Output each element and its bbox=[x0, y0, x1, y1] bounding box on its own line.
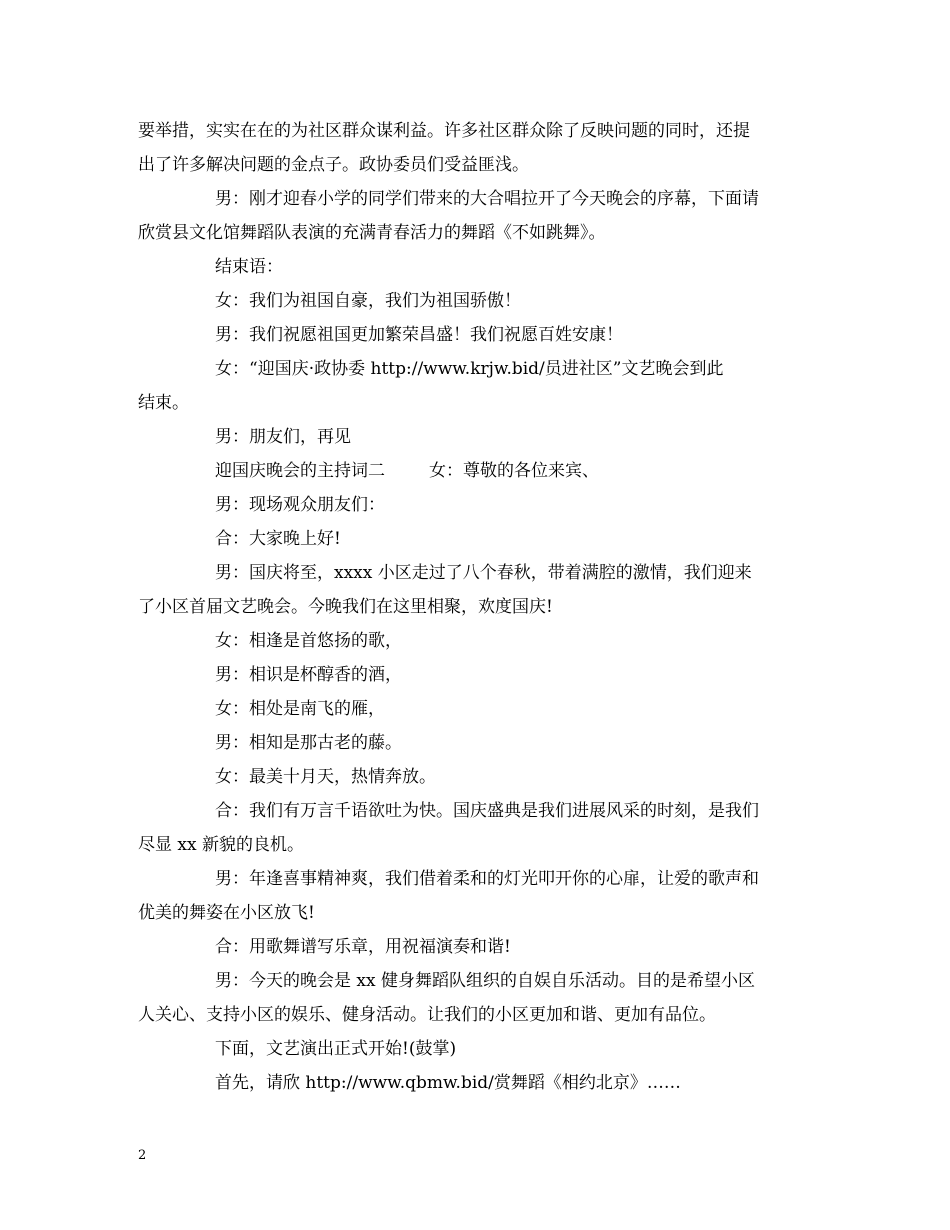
paragraph-first-line: 男：刚才迎春小学的同学们带来的大合唱拉开了今天晚会的序幕，下面请 bbox=[215, 189, 759, 209]
paragraph-line: 了小区首届文艺晚会。今晚我们在这里相聚，欢度国庆! bbox=[138, 597, 553, 617]
paragraph-first-line: 合：我们有万言千语欲吐为快。国庆盛典是我们进展风采的时刻，是我们 bbox=[215, 801, 759, 821]
paragraph-line: 尽显 xx 新貌的良机。 bbox=[138, 835, 304, 855]
paragraph-first-line: 首先，请欣 http://www.qbmw.bid/赏舞蹈《相约北京》…… bbox=[215, 1073, 681, 1093]
paragraph-first-line: 男：国庆将至，xxxx 小区走过了八个春秋，带着满腔的激情，我们迎来 bbox=[215, 563, 752, 583]
paragraph-line: 欣赏县文化馆舞蹈队表演的充满青春活力的舞蹈《不如跳舞》。 bbox=[138, 223, 606, 243]
paragraph-line: 出了许多解决问题的金点子。政协委员们受益匪浅。 bbox=[138, 155, 529, 175]
paragraph-first-line: 女：最美十月天，热情奔放。 bbox=[215, 767, 436, 787]
paragraph-first-line: 女：相逢是首悠扬的歌， bbox=[215, 631, 402, 651]
paragraph-first-line: 男：朋友们，再见 bbox=[215, 427, 351, 447]
paragraph-line: 优美的舞姿在小区放飞! bbox=[138, 903, 315, 923]
paragraph-first-line: 女：“迎国庆·政协委 http://www.krjw.bid/员进社区”文艺晚会到此 bbox=[215, 359, 724, 379]
paragraph-line: 人关心、支持小区的娱乐、健身活动。让我们的小区更加和谐、更加有品位。 bbox=[138, 1005, 716, 1025]
paragraph-first-line: 男：现场观众朋友们： bbox=[215, 495, 385, 515]
paragraph-first-line: 下面，文艺演出正式开始!(鼓掌) bbox=[215, 1039, 457, 1059]
paragraph-first-line: 女：我们为祖国自豪，我们为祖国骄傲！ bbox=[215, 291, 521, 311]
page-number: 2 bbox=[138, 1148, 147, 1163]
paragraph-line bbox=[138, 454, 815, 488]
paragraph-first-line: 要举措，实实在在的为社区群众谋利益。许多社区群众除了反映问题的同时，还提 bbox=[138, 121, 750, 141]
paragraph-first-line: 结束语： bbox=[215, 257, 283, 277]
paragraph-first-line: 男：我们祝愿祖国更加繁荣昌盛！我们祝愿百姓安康！ bbox=[215, 325, 623, 345]
document-body bbox=[138, 114, 815, 1100]
paragraph-first-line: 女：相处是南飞的雁， bbox=[215, 699, 385, 719]
section-heading: 迎国庆晚会的主持词二 bbox=[215, 461, 385, 481]
paragraph-line: 结束。 bbox=[138, 393, 189, 413]
paragraph-first-line: 合：大家晚上好! bbox=[215, 529, 341, 549]
paragraph-first-line: 男：相知是那古老的藤。 bbox=[215, 733, 402, 753]
paragraph-first-line: 男：今天的晚会是 xx 健身舞蹈队组织的自娱自乐活动。目的是希望小区 bbox=[215, 971, 755, 991]
dialogue-text: 女：尊敬的各位来宾、 bbox=[429, 461, 599, 481]
paragraph-first-line: 男：相识是杯醇香的酒， bbox=[215, 665, 402, 685]
paragraph-first-line: 合：用歌舞谱写乐章，用祝福演奏和谐! bbox=[215, 937, 511, 957]
paragraph-first-line: 男：年逢喜事精神爽，我们借着柔和的灯光叩开你的心扉，让爱的歌声和 bbox=[215, 869, 759, 889]
